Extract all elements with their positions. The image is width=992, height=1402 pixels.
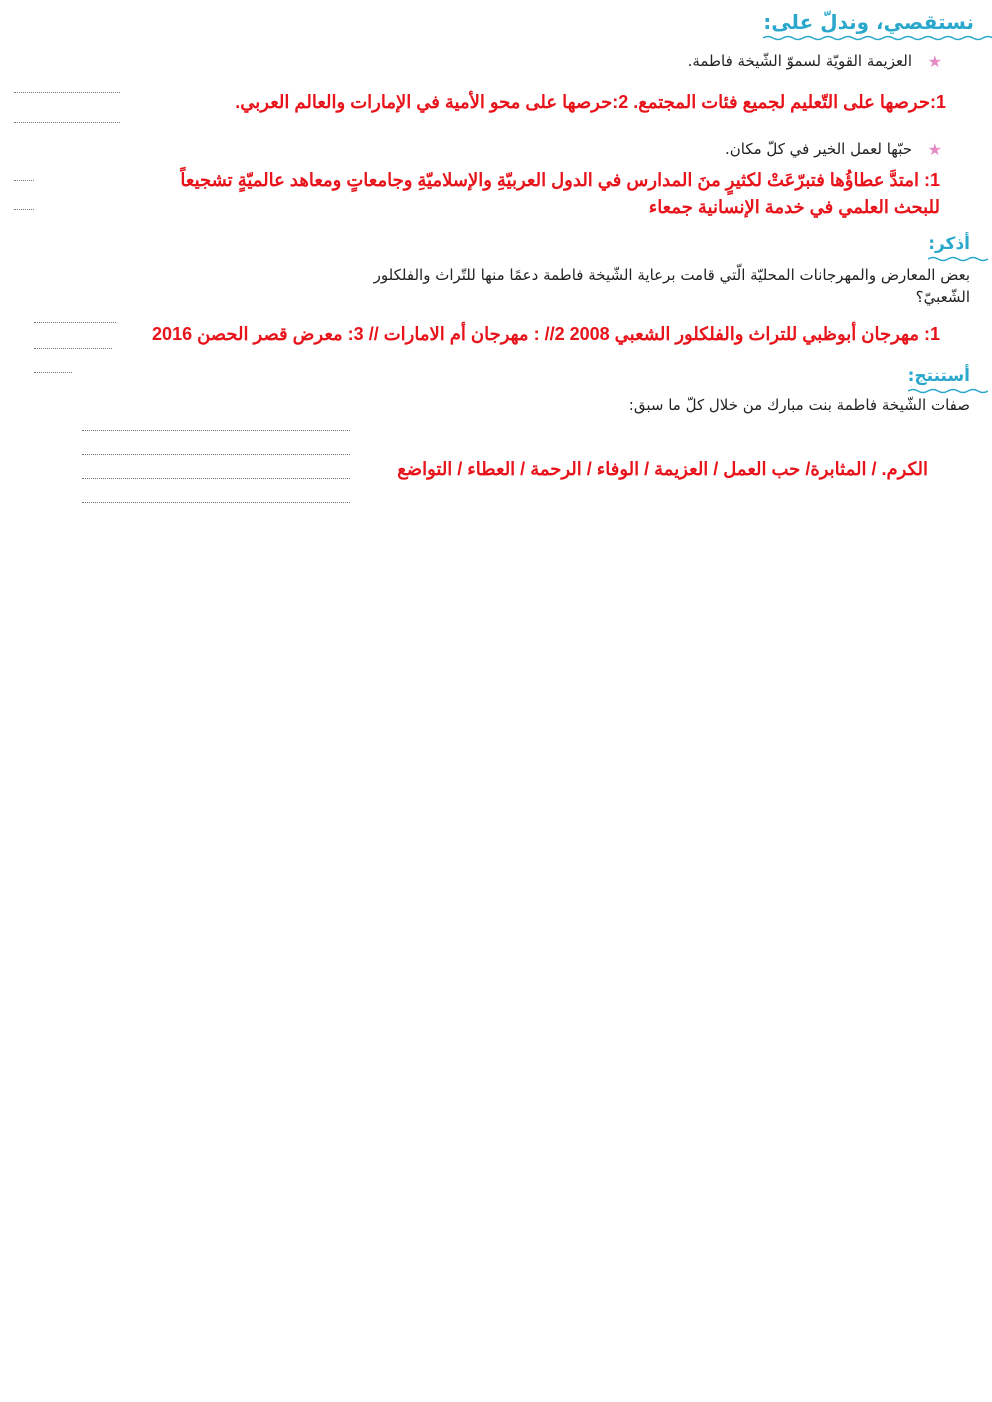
section2-answer: 1: مهرجان أبوظبي للتراث والفلكلور الشعبي 2008 2// : مهرجان أم الامارات // 3: معرض قصر الحصن 2016 bbox=[152, 324, 940, 344]
answer-line bbox=[82, 478, 350, 479]
section2-prompt-line1: بعض المعارض والمهرجانات المحليّة الّتي قامت برعاية الشّيخة فاطمة دعمًا منها للتّراث والفلكلور bbox=[373, 266, 970, 284]
answer-line bbox=[14, 180, 34, 181]
section3-prompt: صفات الشّيخة فاطمة بنت مبارك من خلال كلّ ما سبق: bbox=[628, 396, 970, 414]
item1-prompt: العزيمة القويّة لسموّ الشّيخة فاطمة. bbox=[687, 52, 912, 70]
item2-prompt: حبّها لعمل الخير في كلّ مكان. bbox=[724, 140, 912, 158]
answer-line bbox=[34, 348, 112, 349]
star-bullet-icon: ★ bbox=[927, 140, 942, 159]
wave-underline-icon bbox=[928, 256, 988, 262]
section3-answer: الكرم. / المثابرة/ حب العمل / العزيمة / الوفاء / الرحمة / العطاء / التواضع bbox=[397, 459, 928, 479]
item1-answer: 1:حرصها على التّعليم لجميع فئات المجتمع. 2:حرصها على محو الأمية في الإمارات والعالم العربي. bbox=[235, 92, 946, 112]
heading-text: نستقصي، وندلّ على: bbox=[763, 10, 974, 34]
answer-line bbox=[14, 92, 120, 93]
section-heading-mention bbox=[928, 232, 970, 256]
section-heading-conclude bbox=[908, 364, 970, 388]
section-heading-investigate bbox=[763, 10, 974, 34]
answer-line bbox=[82, 430, 350, 431]
section2-prompt-line2: الشّعبيّ؟ bbox=[915, 288, 970, 306]
answer-line bbox=[34, 372, 72, 373]
heading-text: أستنتج: bbox=[907, 366, 970, 386]
star-bullet-icon: ★ bbox=[927, 52, 942, 71]
answer-line bbox=[34, 322, 116, 323]
answer-line bbox=[82, 502, 350, 503]
answer-line bbox=[82, 454, 350, 455]
item2-answer-line2: للبحث العلمي في خدمة الإنسانية جمعاء bbox=[648, 197, 940, 217]
answer-line bbox=[14, 122, 120, 123]
answer-line bbox=[14, 209, 34, 210]
item2-answer-line1: 1: امتدَّ عطاؤُها فتبرّعَتْ لكثيرٍ منَ المدارس في الدول العربيّةِ والإسلاميّةِ وجامعاتٍ ومعاهد عالميّةٍ تشجيعاً bbox=[180, 170, 940, 190]
heading-text: أذكر: bbox=[928, 234, 970, 254]
wave-underline-icon bbox=[763, 35, 992, 41]
